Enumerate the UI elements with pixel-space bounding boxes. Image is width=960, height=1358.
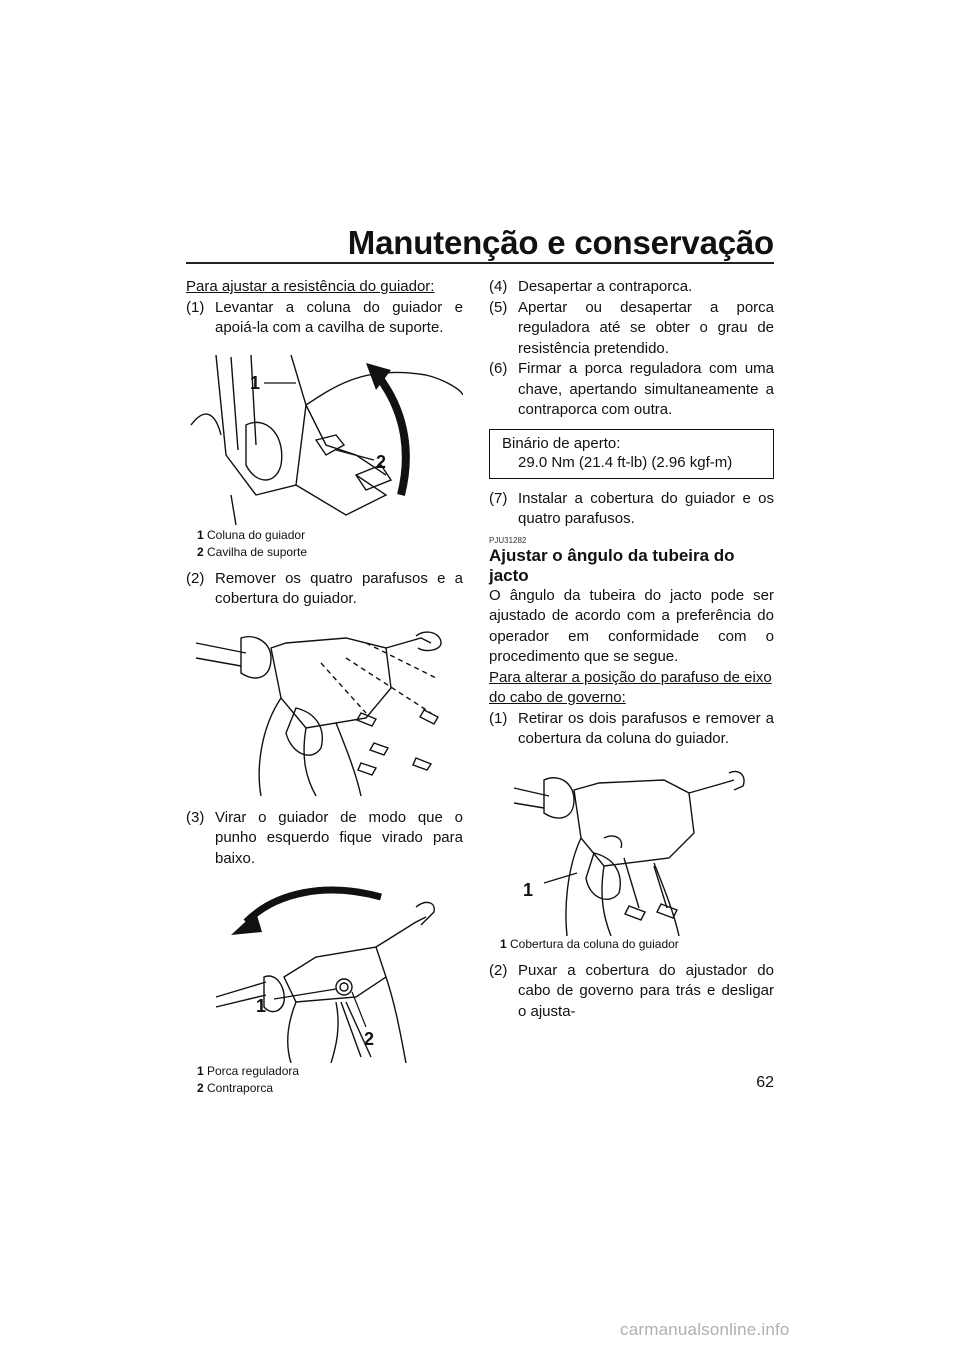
page-number: 62 [756,1074,774,1091]
step-text: Desapertar a contraporca. [518,278,693,295]
fig4-label-1: 1 [523,879,534,900]
step-4-right [489,277,774,298]
steering-column-illustration [186,345,463,527]
step-text: Puxar a cobertura do ajustador do cabo de governo para trás e desligar o ajusta- [518,961,774,1020]
step-3-left [186,808,463,870]
step-number: (1) [186,298,205,316]
column-cover-illustration [489,758,774,936]
step-5-right [489,298,774,360]
step-text: Apertar ou desapertar a porca reguladora até se obter o grau de resistência pretendido. [518,298,774,357]
step-text: Levantar a coluna do guiador e apoiá-la com a cavilha de suporte. [215,298,463,336]
subheading-steering-cable: Para alterar a posição do parafuso de eixo do cabo de governo: [489,668,772,706]
step-text: Remover os quatro parafusos e a cobertura do guiador. [215,569,463,607]
fig1-label-1: 1 [250,372,261,393]
step-number: (2) [186,569,205,587]
step-number: (5) [489,298,508,316]
left-column [186,277,463,1097]
fig1-caption-2: 2 Cavilha de suporte [197,544,308,559]
figure-adjusting-nut [186,877,463,1063]
handlebar-cover-illustration [186,618,463,798]
title-rule [186,262,774,264]
torque-label: Binário de aperto: [502,434,621,452]
watermark: carmanualsonline.info [620,1320,790,1339]
torque-value: 29.0 Nm (21.4 ft-lb) (2.96 kgf-m) [518,453,733,471]
adjusting-nut-illustration [186,877,463,1063]
fig3-label-2: 2 [364,1029,375,1049]
step-text: Virar o guiador de modo que o punho esquerdo fique virado para baixo. [215,808,463,867]
figure-handlebar-cover [186,618,463,798]
step-number: (3) [186,808,205,826]
fig1-label-2: 2 [376,451,387,472]
step-text: Retirar os dois parafusos e remover a cobertura da coluna do guiador. [518,709,774,747]
page-title: Manutenção e conservação [347,224,774,261]
step-7-right [489,489,774,530]
section-code: PJU31282 [489,535,527,545]
section-heading: Ajustar o ângulo da tubeira do jacto [489,545,735,585]
step-2-left [186,569,463,610]
fig4-caption-1: 1 Cobertura da coluna do guiador [500,936,679,951]
subheading-handlebar-resistance: Para ajustar a resistência do guiador: [186,278,435,295]
step-number: (7) [489,489,508,507]
step-1-left [186,298,463,339]
step-2-right [489,961,774,1023]
step-6-right [489,359,774,421]
right-column [489,277,774,1022]
step-number: (2) [489,961,508,979]
step-text: Firmar a porca reguladora com uma chave, apertando simultaneamente a contraporca com outra. [518,360,774,418]
section-intro: O ângulo da tubeira do jacto pode ser ajustado de acordo com a preferência do operador em conformidade com o procedimento que se segue. [489,586,774,665]
torque-spec-box [489,429,774,479]
step-number: (4) [489,278,508,295]
step-1-right [489,709,774,750]
fig3-caption-1: 1 Porca reguladora [197,1064,300,1078]
fig3-label-1: 1 [256,996,267,1016]
figure-column-cover [489,758,774,936]
figure-steering-column [186,345,463,527]
step-number: (6) [489,360,508,377]
fig3-caption-2: 2 Contraporca [197,1081,274,1095]
fig1-caption-1: 1 Coluna do guiador [197,527,306,542]
step-text: Instalar a cobertura do guiador e os quatro parafusos. [518,489,774,527]
step-number: (1) [489,709,508,727]
